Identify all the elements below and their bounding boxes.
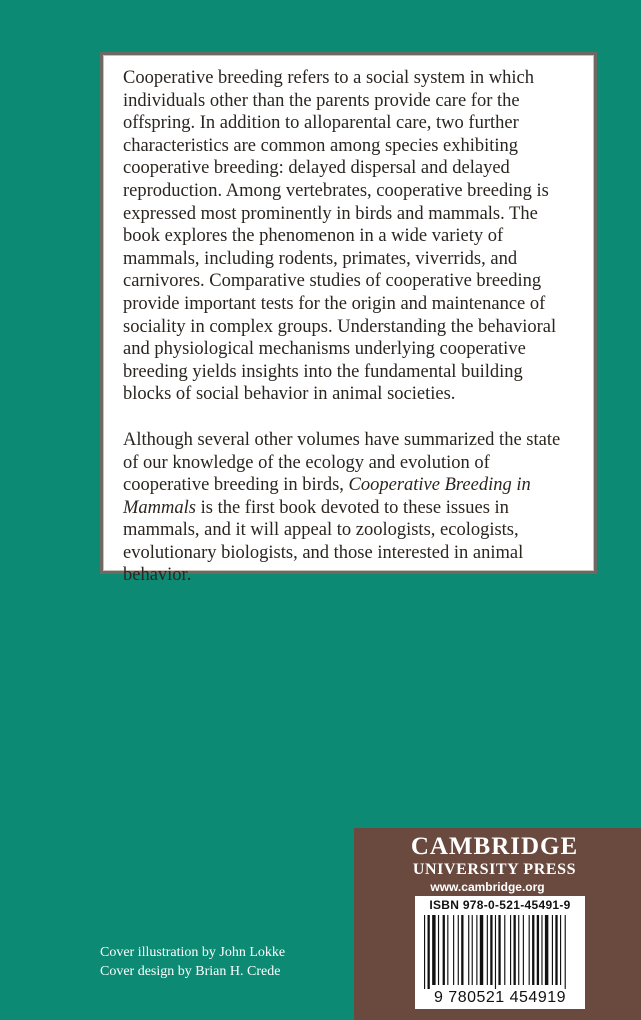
publisher-subtitle: UNIVERSITY PRESS [412, 861, 577, 878]
paragraph-2-intro: Although several other volumes have summarized the state of our knowledge of the ecology and evolution of cooperative breeding in birds, [123, 429, 561, 496]
barcode-bar [537, 915, 539, 985]
barcode-bar [510, 915, 511, 985]
barcode-bar [468, 915, 469, 985]
barcode-bar [529, 915, 530, 985]
barcode-bar [518, 915, 519, 985]
barcode-digits: 9 780521 454919 [433, 989, 567, 1006]
barcode-bar [428, 915, 430, 989]
publisher-url: www.cambridge.org [430, 880, 545, 894]
barcode-bar [438, 915, 439, 985]
barcode-bar [514, 915, 516, 985]
publisher-panel [354, 828, 641, 1020]
barcode-bar [504, 915, 505, 985]
illustration-credit: Cover illustration by John Lokke [100, 945, 286, 960]
cover-credits [100, 944, 285, 981]
barcode-bar [565, 915, 566, 989]
barcode-bar [424, 915, 425, 989]
barcode-bar [498, 915, 500, 985]
publisher-name: CAMBRIDGE [410, 833, 579, 860]
book-title: Cooperative Breeding in Mammals [123, 475, 531, 518]
barcode-bar [541, 915, 542, 985]
barcode-bar [458, 915, 459, 985]
barcode-icon [422, 915, 578, 989]
barcode-bar [461, 915, 463, 985]
barcode-bar [495, 915, 496, 989]
description-paragraph-1: Cooperative breeding refers to a social system in which individuals other than the parents provide care for the offspring. In addition to alloparental care, two further characteristics are common among species exhibiting cooperative breeding: delayed dispersal and delayed reproduction. Among vertebrates, cooperative breeding is expressed most prominently in birds and mammals. The book explores the phenomenon in a wide variety of mammals, including rodents, primates, viverrids, and carnivores. Comparative studies of cooperative breeding provide important tests for the origin and maintenance of sociality in complex groups. Understanding the behavioral and physiological mechanisms underlying cooperative breeding yields insights into the fundamental building blocks of social behavior in animal societies. [123, 68, 557, 405]
description-paragraph-2 [123, 429, 574, 587]
barcode-bar [552, 915, 553, 985]
barcode-bar [487, 915, 488, 985]
barcode-bar [555, 915, 557, 985]
barcode-bar [476, 915, 477, 985]
barcode-bar [480, 915, 483, 985]
barcode-bar [443, 915, 445, 985]
isbn-text: ISBN 978-0-521-45491-9 [429, 898, 571, 912]
barcode-bar [523, 915, 524, 985]
barcode-bar [545, 915, 548, 985]
design-credit: Cover design by Brian H. Crede [100, 963, 281, 979]
barcode-bar [490, 915, 492, 985]
barcode-bar [432, 915, 435, 985]
barcode-bar [532, 915, 534, 985]
barcode-bar [472, 915, 473, 985]
barcode-label [415, 896, 585, 1009]
description-box [100, 52, 597, 586]
barcode-bar [447, 915, 448, 985]
paragraph-2-rest: is the first book devoted to these issues in mammals, and it will appeal to zoologists, ecologists, evolutionary biologists, and those interested in animal behavior. [123, 497, 524, 586]
barcode-bar [560, 915, 561, 985]
barcode-bar [453, 915, 454, 985]
